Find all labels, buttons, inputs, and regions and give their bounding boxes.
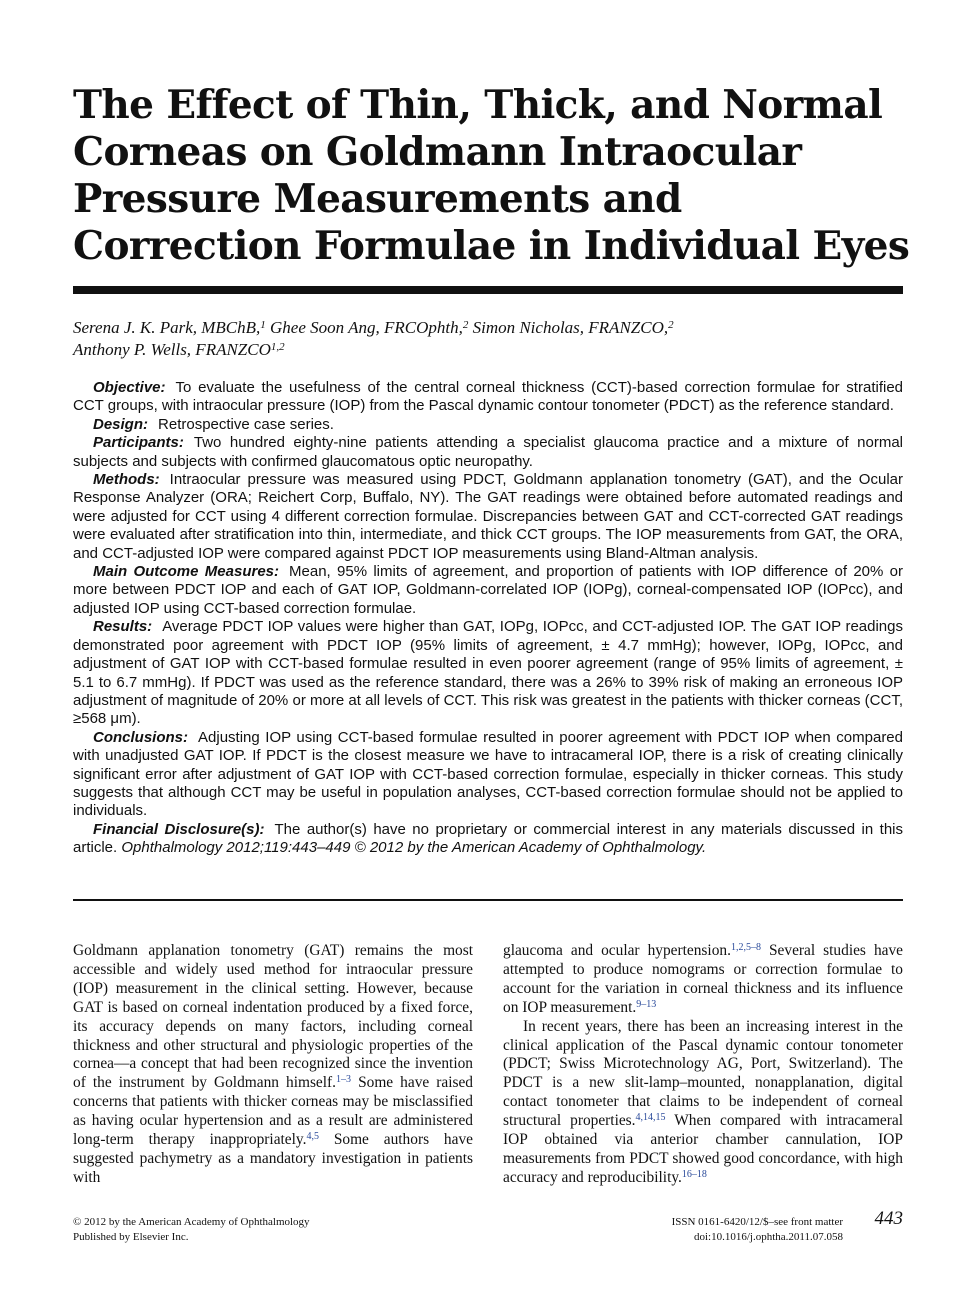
author-list (73, 317, 903, 361)
page-number: 443 (874, 1208, 903, 1229)
doi-link[interactable]: doi:10.1016/j.ophtha.2011.07.058 (693, 1231, 843, 1243)
reference-link[interactable]: 16–18 (681, 1168, 707, 1180)
publisher-line: Published by Elsevier Inc. (73, 1231, 189, 1243)
reference-link[interactable]: 4,5 (306, 1131, 319, 1143)
body-text: Goldmann applanation tonometry (GAT) remains the most accessible and widely used method for intraocular pressure (IOP) measurement in the clinical setting. However, because GAT is based on corneal indentation produced by a fixed force, its accuracy depends on many factors, including corneal thickness and other structural and physiologic properties of the cornea—a concept that had been recognized since the invention of the instrument by Goldmann himself. (73, 942, 473, 1092)
abstract-label: Financial Disclosure(s): (93, 820, 265, 838)
body-text: Some have raised concerns that patients with thicker corneas may be misclassified as having ocular hypertension and as a result are administered long-term therapy inappropriately. (73, 1074, 474, 1149)
abstract-label: Design: (93, 415, 149, 433)
abstract-section (73, 563, 903, 618)
author-line-1 (73, 317, 903, 339)
reference-link[interactable]: 1,2,5–8 (730, 942, 761, 953)
reference-link[interactable]: 9–13 (636, 998, 657, 1010)
author-affiliation: 1,2 (270, 341, 285, 353)
body-text: glaucoma and ocular hypertension. (503, 942, 731, 959)
body-text: In recent years, there has been an increasing interest in the clinical application of the Pascal dynamic contour tonometer (PDCT; Swiss Microtechnology AG, Port, Switzerland). The PDCT is a new slit-lamp–mounted, nonapplanation, digital contact tonometer that claims to be independent of corneal structural properties. (503, 1017, 903, 1130)
abstract-section (73, 821, 903, 858)
abstract-text: Two hundred eighty-nine patients attending a specialist glaucoma practice and a mixture of normal subjects and subjects with confirmed glaucomatous optic neuropathy. (73, 434, 903, 470)
author-name: Ghee Soon Ang, FRCOphth, (270, 318, 463, 337)
author-affiliation: 1 (260, 319, 266, 331)
body-text: Some authors have suggested pachymetry as a mandatory investigation in patients with (73, 1131, 473, 1186)
abstract-text: To evaluate the usefulness of the central corneal thickness (CCT)-based correction formulae for stratified CCT groups, with intraocular pressure (IOP) from the Pascal dynamic contour tonometer (PDCT) as the reference standard. (73, 379, 903, 415)
body-paragraph (503, 1018, 903, 1188)
body-column-right (503, 942, 903, 1188)
abstract-label: Participants: (93, 434, 184, 452)
body-paragraph (503, 942, 903, 1018)
abstract-section (73, 471, 903, 563)
abstract-label: Main Outcome Measures: (93, 563, 280, 581)
author-name: Simon Nicholas, FRANZCO, (472, 318, 669, 337)
abstract-label: Methods: (93, 471, 160, 489)
abstract-section (73, 416, 903, 434)
abstract-text: The author(s) have no proprietary or commercial interest in any materials discussed in this article. (73, 820, 903, 857)
author-affiliation: 2 (462, 319, 469, 331)
body-column-left (73, 942, 473, 1188)
abstract-text: Retrospective case series. (158, 415, 334, 433)
abstract-text: Average PDCT IOP values were higher than GAT, IOPg, IOPcc, and CCT-adjusted IOP. The GAT IOP readings demonstrated poor agreement with PDCT IOP (95% limits of agreement, ± 4.7 mmHg); however, IOPg, IOPcc, and adjustment of GAT IOP with CCT-based formulae resulted in even poorer agreement (range of 95% limits of agreement, ± 5.1 to 6.7 mmHg). If PDCT was used as the reference standard, there was a 26% to 39% risk of making an erroneous IOP adjustment of magnitude of 20% or more at all levels of CCT. This risk was greatest in the patients with thicker corneas (CCT, ≥568 μm). (73, 618, 903, 728)
author-affiliation: 2 (668, 319, 674, 331)
title-divider (73, 286, 903, 294)
abstract-section (73, 434, 903, 471)
body-text: Several studies have attempted to produce nomograms or correction formulae to account for the variation in corneal thickness and its influence on IOP measurement. (503, 942, 903, 1016)
reference-link[interactable]: 1–3 (336, 1074, 352, 1086)
body-paragraph (73, 942, 473, 1188)
footer-copyright (73, 1215, 310, 1245)
abstract-label: Results: (93, 618, 153, 636)
abstract-section (73, 729, 903, 821)
abstract-label: Objective: (93, 379, 166, 396)
abstract-divider (73, 899, 903, 901)
copyright-line: © 2012 by the American Academy of Ophthalmology (73, 1216, 310, 1228)
abstract-section (73, 618, 903, 728)
abstract-section (73, 379, 903, 416)
issn-line: ISSN 0161-6420/12/$–see front matter (671, 1216, 843, 1228)
abstract-label: Conclusions: (93, 728, 189, 746)
footer-identifiers (640, 1215, 843, 1245)
abstract (73, 379, 903, 858)
abstract-text: Adjusting IOP using CCT-based formulae resulted in poorer agreement with PDCT IOP when compared with unadjusted GAT IOP. If PDCT is the closest measure we have to intracameral IOP, there is a risk of creating clinically significant error after adjustment of GAT IOP with CCT-based correction formulae, especially in thicker corneas. This study suggests that although CCT may be useful in population analyses, CCT-based correction formulae should not be applied to individuals. (73, 728, 903, 820)
body-text: When compared with intracameral IOP obtained via anterior chamber cannulation, IOP measurements from PDCT showed good concordance, with high accuracy and reproducibility. (503, 1112, 903, 1186)
abstract-text: Mean, 95% limits of agreement, and proportion of patients with IOP difference of 20% or more between PDCT IOP and each of GAT IOP, Goldmann-correlated IOP (IOPg), corneal-compensated IOP (IOPcc), and adjusted IOP using CCT-based correction formulae. (73, 563, 903, 617)
journal-citation: Ophthalmology 2012;119:443–449 © 2012 by the American Academy of Ophthalmology. (121, 839, 707, 857)
author-name: Serena J. K. Park, MBChB, (73, 318, 261, 337)
article-title: The Effect of Thin, Thick, and Normal Corneas on Goldmann Intraocular Pressure Measurements and Correction Formulae in Individual Eyes (73, 82, 910, 269)
reference-link[interactable]: 4,14,15 (635, 1112, 666, 1124)
author-line-2 (73, 339, 903, 361)
abstract-text: Intraocular pressure was measured using PDCT, Goldmann applanation tonometry (GAT), and the Ocular Response Analyzer (ORA; Reichert Corp, Buffalo, NY). The GAT readings were obtained before automated readings and were adjusted for CCT using 4 different correction formulae. Discrepancies between GAT and CCT-corrected GAT readings were evaluated after stratification into thin, intermediate, and thick CCT groups. The IOP measurements from GAT, the ORA, and CCT-adjusted IOP were compared against PDCT IOP measurements using Bland-Altman analysis. (73, 471, 903, 562)
author-name: Anthony P. Wells, FRANZCO (73, 340, 271, 359)
